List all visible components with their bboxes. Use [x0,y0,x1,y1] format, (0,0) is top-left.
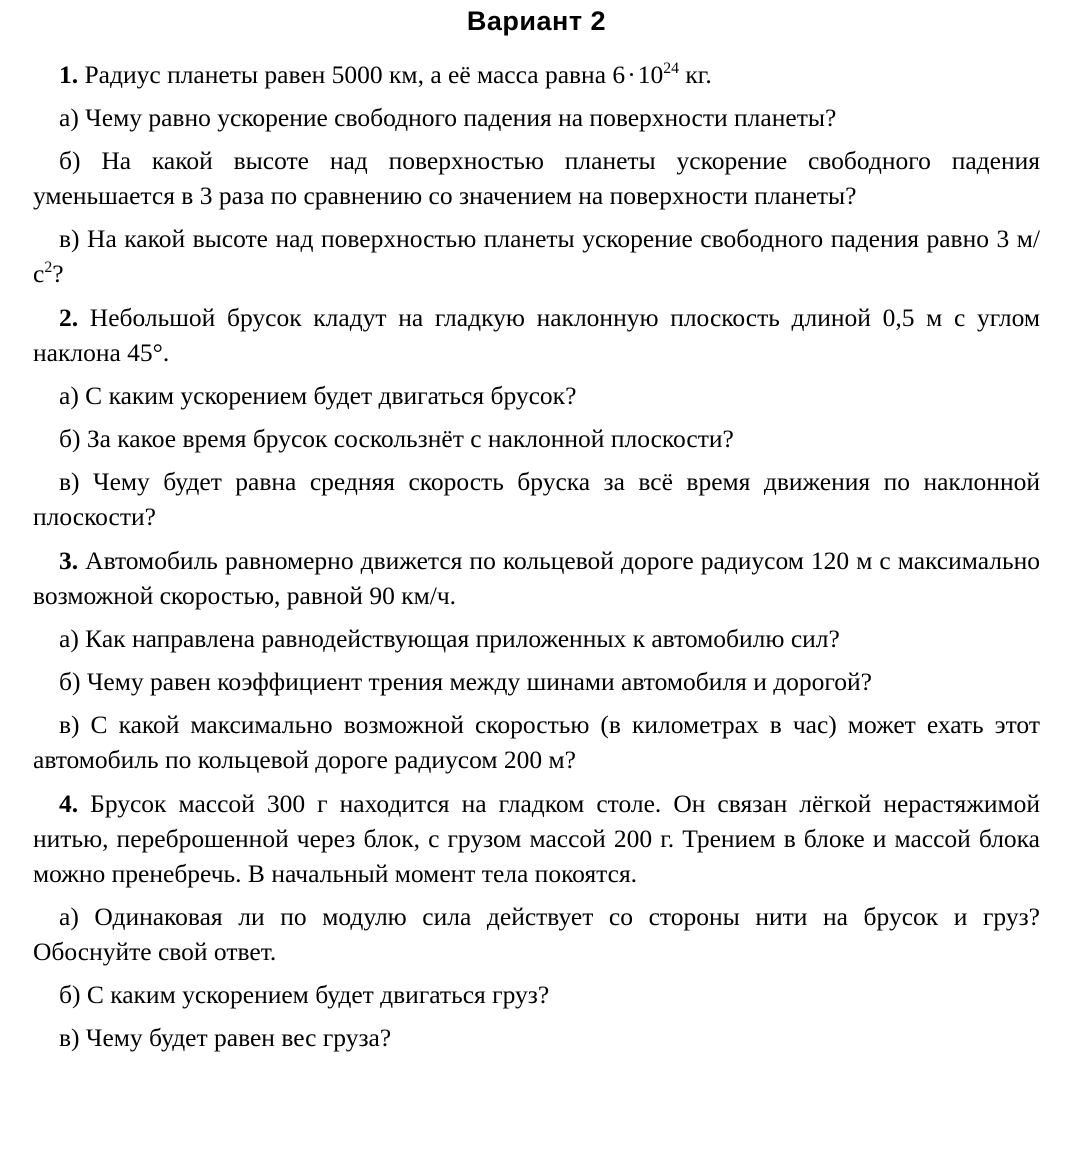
task-4-statement-text: Брусок массой 300 г находится на гладком столе. Он связан лёгкой нерастяжимой нитью, переброшенной через блок, с грузом массой 200 г. Трением в блоке и массой блока можно пренебречь. В начальный момент тела покоятся. [33,789,1040,888]
task-2-sub-c: в) Чему будет равна средняя скорость бруска за всё время движения по наклонной плоскости? [33,467,1040,531]
task-2-statement-text: Небольшой брусок кладут на гладкую наклонную плоскость длиной 0,5 м с углом наклона 45°. [33,303,1040,367]
task-3-number: 3. [59,546,79,575]
task-1-sub-b: б) На какой высоте над поверхностью планеты ускорение свободного падения уменьшается в 3 раза по сравнению со значением на поверхности планеты? [33,146,1040,210]
task-1-power-base: 10 [637,60,664,89]
page-title: Вариант 2 [466,6,607,36]
task-3 [33,543,1040,777]
task-1-statement [33,57,1040,92]
task-2-sub-b: б) За какое время брусок соскользнёт с наклонной плоскости? [59,424,734,453]
task-1-sub-c [33,221,1040,291]
task-3-statement [33,543,1040,613]
task-3-statement-text: Автомобиль равномерно движется по кольцевой дороге радиусом 120 м с максимально возможной скоростью, равной 90 км/ч. [33,546,1040,610]
task-1-sub-c-text-after: ? [52,259,64,288]
task-4-sub-b: б) С каким ускорением будет двигаться груз? [59,980,550,1009]
task-4-sub-a: а) Одинаковая ли по модулю сила действует со стороны нити на брусок и груз? Обоснуйте свой ответ. [33,902,1040,966]
task-4-number: 4. [59,789,79,818]
task-2-sub-a: а) С каким ускорением будет двигаться брусок? [59,381,577,410]
multiplication-dot-icon: · [627,60,636,89]
task-1-sub-a: а) Чему равно ускорение свободного падения на поверхности планеты? [59,103,837,132]
task-2-statement [33,300,1040,370]
task-2-number: 2. [59,303,79,332]
task-4-statement [33,786,1040,891]
task-1 [33,57,1040,291]
task-3-sub-a: а) Как направлена равнодействующая приложенных к автомобилю сил? [59,624,840,653]
task-4-sub-c: в) Чему будет равен вес груза? [59,1023,392,1052]
task-4 [33,786,1040,1055]
task-3-sub-c: в) С какой максимально возможной скоростью (в километрах в час) может ехать этот автомобиль по кольцевой дороге радиусом 200 м? [33,710,1040,774]
task-2 [33,300,1040,534]
task-3-sub-b: б) Чему равен коэффициент трения между шинами автомобиля и дорогой? [59,667,872,696]
task-1-number: 1. [59,60,79,89]
task-1-sub-c-exponent: 2 [44,259,53,277]
task-1-statement-text-before: Радиус планеты равен 5000 км, а её масса равна 6 [78,60,626,89]
task-1-statement-text-after: кг. [679,60,712,89]
task-1-power-exponent: 24 [663,60,680,78]
task-1-sub-c-text-before: в) На какой высоте над поверхностью планеты ускорение свободного падения равно 3 м/с [33,224,1040,288]
